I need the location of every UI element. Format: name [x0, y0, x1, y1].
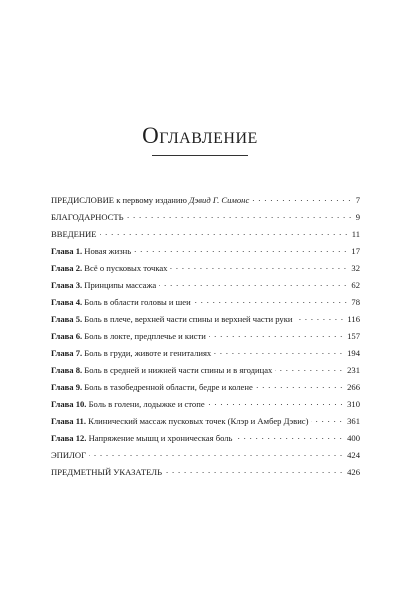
toc-entry: [51, 413, 360, 430]
toc-entry-title: [51, 430, 232, 447]
toc-entry-title: [51, 362, 272, 379]
toc-chapter-number: Глава 1.: [51, 246, 83, 256]
toc-entry: [51, 362, 360, 379]
dot-leader: [89, 448, 344, 457]
toc-entry-label: ПРЕДИСЛОВИЕ к первому изданию: [51, 195, 190, 205]
toc-entry: [51, 430, 360, 447]
toc-entry-title: [51, 226, 97, 243]
toc-chapter-number: Глава 6.: [51, 331, 83, 341]
toc-entry: [51, 192, 360, 209]
toc-page-number: 361: [347, 416, 360, 426]
toc-entry-label: ЭПИЛОГ: [51, 450, 87, 460]
toc-page-number: 424: [347, 450, 360, 460]
toc-chapter-number: Глава 9.: [51, 382, 83, 392]
dot-leader: [165, 465, 344, 474]
toc-entry-title: [51, 447, 86, 464]
toc-chapter-number: Глава 8.: [51, 365, 83, 375]
toc-entry-label: Боль в груди, животе и гениталиях: [82, 348, 212, 358]
toc-page-number: 157: [347, 331, 360, 341]
toc-page-number: 11: [351, 229, 360, 239]
toc-page-number: 231: [347, 365, 360, 375]
toc-entry-label: Боль в голени, лодыжке и стопе: [86, 399, 205, 409]
toc-page-number: 116: [347, 314, 360, 324]
title-underline: [152, 155, 248, 156]
toc-entry-label: Новая жизнь: [82, 246, 132, 256]
toc-entry: [51, 294, 360, 311]
toc-entry-label: Клинический массаж пусковых точек (Клэр и Амбер Дэвис): [85, 416, 309, 426]
dot-leader: [235, 431, 344, 440]
dot-leader: [296, 312, 345, 321]
toc-chapter-number: Глава 11.: [51, 416, 86, 426]
toc-entry: [51, 209, 360, 226]
toc-entry: [51, 328, 360, 345]
toc-entry-title: [51, 209, 124, 226]
dot-leader: [170, 261, 348, 270]
toc-entry-title: [51, 345, 211, 362]
toc-entry-label: Напряжение мышц и хроническая боль: [86, 433, 233, 443]
dot-leader: [275, 363, 344, 372]
toc-entry-title: [51, 311, 293, 328]
toc-page-number: 7: [355, 195, 360, 205]
dot-leader: [252, 193, 352, 202]
toc-entry: [51, 226, 360, 243]
toc-chapter-number: Глава 2.: [51, 263, 83, 273]
toc-page-number: 17: [351, 246, 360, 256]
toc-chapter-number: Глава 10.: [51, 399, 87, 409]
toc-page-number: 78: [351, 297, 360, 307]
toc-entry-title: [51, 277, 156, 294]
toc-entry-label: Боль в локте, предплечье и кисти: [82, 331, 206, 341]
toc-entry-title: [51, 379, 253, 396]
toc-entry: [51, 396, 360, 413]
dot-leader: [127, 210, 353, 219]
toc-page-number: 9: [355, 212, 360, 222]
toc-entry-label: Боль в области головы и шеи: [82, 297, 191, 307]
dot-leader: [159, 278, 348, 287]
toc-page-number: 426: [347, 467, 360, 477]
toc-entry: [51, 243, 360, 260]
toc-entry: [51, 379, 360, 396]
toc-entry-title: [51, 260, 167, 277]
toc-entry-author: Дэвид Г. Симонс: [189, 195, 250, 205]
toc-page-number: 400: [347, 433, 360, 443]
dot-leader: [256, 380, 344, 389]
toc-page-number: 266: [347, 382, 360, 392]
toc-entry-label: Всё о пусковых точках: [82, 263, 168, 273]
dot-leader: [194, 295, 349, 304]
toc-entry-title: [51, 294, 191, 311]
toc-entry: [51, 277, 360, 294]
toc-entry-title: [51, 192, 249, 209]
toc-entry-label: Принципы массажа: [82, 280, 157, 290]
toc-entry-title: [51, 328, 206, 345]
page-title: Оглавление: [142, 123, 258, 148]
dot-leader: [208, 397, 344, 406]
dot-leader: [134, 244, 348, 253]
toc-entry-title: [51, 243, 131, 260]
dot-leader: [209, 329, 344, 338]
toc-chapter-number: Глава 12.: [51, 433, 87, 443]
toc-entry-title: [51, 413, 308, 430]
toc-entry: [51, 345, 360, 362]
table-of-contents: [51, 192, 360, 481]
toc-page-number: 62: [351, 280, 360, 290]
toc-chapter-number: Глава 7.: [51, 348, 83, 358]
toc-chapter-number: Глава 5.: [51, 314, 83, 324]
toc-entry-title: [51, 464, 162, 481]
toc-entry-label: Боль в средней и нижней части спины и в ягодицах: [82, 365, 273, 375]
dot-leader: [214, 346, 344, 355]
toc-page-number: 194: [347, 348, 360, 358]
toc-page-number: 32: [351, 263, 360, 273]
dot-leader: [100, 227, 349, 236]
toc-chapter-number: Глава 4.: [51, 297, 83, 307]
dot-leader: [311, 414, 344, 423]
toc-entry: [51, 260, 360, 277]
toc-chapter-number: Глава 3.: [51, 280, 83, 290]
toc-entry-label: ПРЕДМЕТНЫЙ УКАЗАТЕЛЬ: [51, 467, 163, 477]
toc-entry-title: [51, 396, 205, 413]
toc-page-number: 310: [347, 399, 360, 409]
toc-entry: [51, 447, 360, 464]
toc-entry: [51, 464, 360, 481]
toc-entry-label: ВВЕДЕНИЕ: [51, 229, 97, 239]
toc-entry-label: Боль в тазобедренной области, бедре и колене: [82, 382, 253, 392]
toc-entry-label: Боль в плече, верхней части спины и верхней части руки: [82, 314, 293, 324]
toc-entry-label: БЛАГОДАРНОСТЬ: [51, 212, 124, 222]
toc-entry: [51, 311, 360, 328]
